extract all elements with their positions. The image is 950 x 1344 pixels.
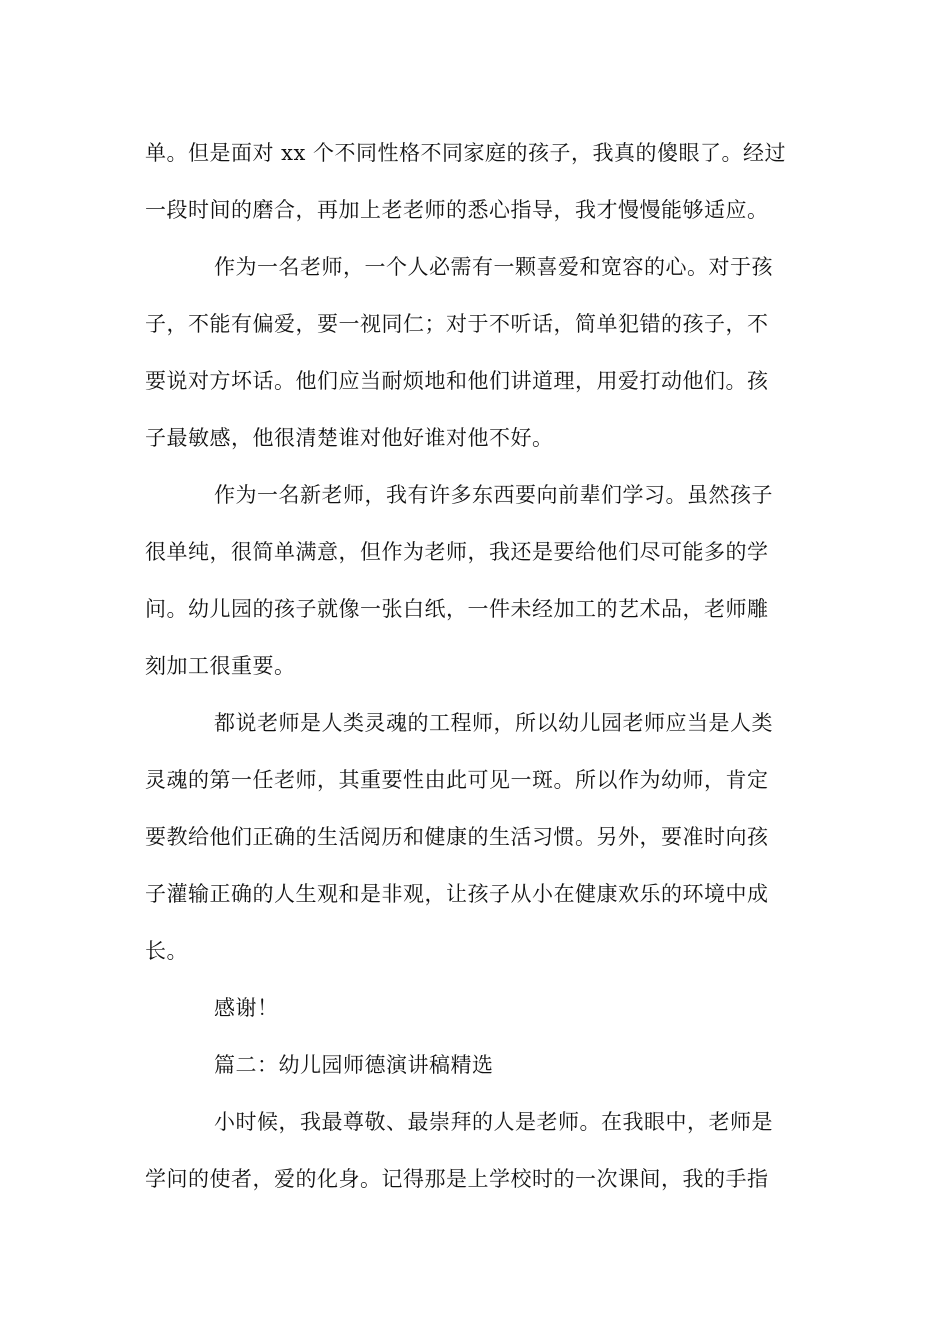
text-line: 问。幼儿园的孩子就像一张白纸，一件未经加工的艺术品，老师雕 — [145, 597, 769, 621]
text-line: 子最敏感，他很清楚谁对他好谁对他不好。 — [145, 426, 554, 450]
text-line: 子，不能有偏爱，要一视同仁；对于不听话，简单犯错的孩子，不 — [145, 312, 769, 336]
text-line: 子灌输正确的人生观和是非观，让孩子从小在健康欢乐的环境中成 — [145, 882, 769, 906]
section-heading: 篇二：幼儿园师德演讲稿精选 — [214, 1053, 494, 1077]
text-line: 要说对方坏话。他们应当耐烦地和他们讲道理，用爱打动他们。孩 — [145, 369, 769, 393]
text-line: 学问的使者，爱的化身。记得那是上学校时的一次课间，我的手指 — [145, 1167, 769, 1191]
paragraph-first-line: 作为一名老师，一个人必需有一颗喜爱和宽容的心。对于孩 — [214, 255, 773, 279]
text-line: 单。但是面对 xx 个不同性格不同家庭的孩子，我真的傻眼了。经过 — [145, 141, 787, 165]
text-line: 一段时间的磨合，再加上老老师的悉心指导，我才慢慢能够适应。 — [145, 198, 769, 222]
text-line: 很单纯，很简单满意，但作为老师，我还是要给他们尽可能多的学 — [145, 540, 769, 564]
paragraph-first-line: 作为一名新老师，我有许多东西要向前辈们学习。虽然孩子 — [214, 483, 773, 507]
text-line: 刻加工很重要。 — [145, 654, 296, 678]
text-line: 灵魂的第一任老师，其重要性由此可见一斑。所以作为幼师，肯定 — [145, 768, 769, 792]
paragraph-first-line: 小时候，我最尊敬、最崇拜的人是老师。在我眼中，老师是 — [214, 1110, 773, 1134]
text-line: 长。 — [145, 939, 188, 963]
text-line: 要教给他们正确的生活阅历和健康的生活习惯。另外，要准时向孩 — [145, 825, 769, 849]
paragraph-first-line: 都说老师是人类灵魂的工程师，所以幼儿园老师应当是人类 — [214, 711, 773, 735]
thanks-line: 感谢！ — [214, 996, 279, 1020]
